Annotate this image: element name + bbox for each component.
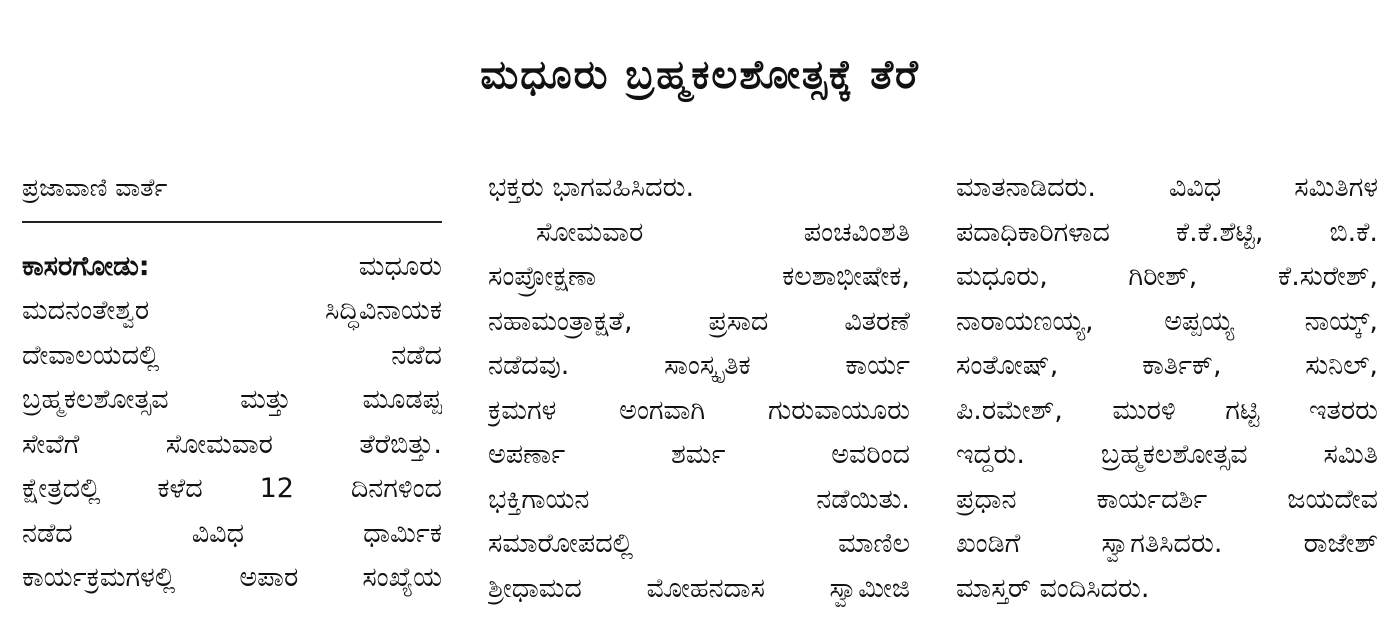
article-column-2: [488, 166, 910, 629]
article-line: ಪಿ.ರಮೇಶ್, ಮುರಳಿ ಗಟ್ಟಿ ಇತರರು: [956, 394, 1378, 426]
article-line: ಕ್ಷೇತ್ರದಲ್ಲಿ ಕಳೆದ 12 ದಿನಗಳಿಂದ: [22, 473, 442, 504]
article-line: ಬ್ರಹ್ಮಕಲಶೋತ್ಸವ ಮತ್ತು ಮೂಡಪ್ಪ: [22, 384, 442, 415]
article-line: ನಡೆದ ವಿವಿಧ ಧಾರ್ಮಿಕ: [22, 517, 442, 549]
article-line: ಸಮಾರೋಪದಲ್ಲಿ ಮಾಣಿಲ: [488, 528, 910, 559]
article-line: ನಾರಾಯಣಯ್ಯ, ಅಪ್ಪಯ್ಯ ನಾಯ್ಕ್,: [956, 305, 1378, 337]
article-line: ಇದ್ದರು. ಬ್ರಹ್ಮಕಲಶೋತ್ಸವ ಸಮಿತಿ: [956, 439, 1378, 470]
article-line: ಮಧೂರು, ಗಿರೀಶ್, ಕೆ.ಸುರೇಶ್,: [956, 261, 1378, 292]
article-line: ಪದಾಧಿಕಾರಿಗಳಾದ ಕೆ.ಕೆ.ಶೆಟ್ಟಿ, ಬಿ.ಕೆ.: [956, 216, 1378, 248]
article-line: ಕಾರ್ಯಕ್ರಮಗಳಲ್ಲಿ ಅಪಾರ ಸಂಖ್ಯೆಯ: [22, 562, 442, 593]
dateline-line: [22, 245, 442, 290]
article-line: ಅಪರ್ಣಾ ಶರ್ಮ ಅವರಿಂದ: [488, 439, 910, 470]
article-line: ಪ್ರಧಾನ ಕಾರ್ಯದರ್ಶಿ ಜಯದೇವ: [956, 483, 1378, 515]
article-line: ಸಂತೋಷ್, ಕಾರ್ತಿಕ್, ಸುನಿಲ್,: [956, 350, 1378, 381]
article-line: ಮಾಸ್ತರ್ ವಂದಿಸಿದರು.: [956, 572, 1150, 604]
article-line: ಮಧೂರು: [358, 250, 442, 282]
article-line: ಭಕ್ತರು ಭಾಗವಹಿಸಿದರು.: [488, 172, 695, 203]
article-line: ಮದನಂತೇಶ್ವರ ಸಿದ್ಧಿವಿನಾಯಕ: [22, 295, 442, 326]
byline-divider: [22, 221, 442, 223]
article-line: ಮಾತನಾಡಿದರು. ವಿವಿಧ ಸಮಿತಿಗಳ: [956, 172, 1378, 203]
article-column-1: [22, 166, 442, 629]
article-column-3: [956, 166, 1378, 629]
article-line: ಶ್ರೀಧಾಮದ ಮೋಹನದಾಸ ಸ್ವಾಮೀಜಿ: [488, 572, 910, 604]
byline: ಪ್ರಜಾವಾಣಿ ವಾರ್ತೆ: [22, 173, 168, 202]
article-line: ಕ್ರಮಗಳ ಅಂಗವಾಗಿ ಗುರುವಾಯೂರು: [488, 394, 910, 426]
article-line: ಸಂಪ್ರೋಕ್ಷಣಾ ಕಲಶಾಭೀಷೇಕ,: [488, 261, 910, 292]
article-line: ಖಂಡಿಗೆ ಸ್ವಾಗತಿಸಿದರು. ರಾಜೇಶ್: [956, 528, 1378, 559]
article-line: ನಡೆದವು. ಸಾಂಸ್ಕೃತಿಕ ಕಾರ್ಯ: [488, 350, 910, 381]
article-line: ಸೋಮವಾರ ಪಂಚವಿಂಶತಿ: [536, 216, 910, 248]
article-line: ಸೇವೆಗೆ ಸೋಮವಾರ ತೆರೆಬಿತ್ತು.: [22, 428, 442, 460]
headline: ಮಧೂರು ಬ್ರಹ್ಮಕಲಶೋತ್ಸಕ್ಕೆ ತೆರೆ: [480, 52, 920, 98]
article-line: ದೇವಾಲಯದಲ್ಲಿ ನಡೆದ: [22, 339, 442, 371]
article-line: ನಹಾಮಂತ್ರಾಕ್ಷತೆ, ಪ್ರಸಾದ ವಿತರಣೆ: [488, 305, 910, 337]
dateline: ಕಾಸರಗೋಡು:: [22, 250, 150, 282]
article-line: ಭಕ್ತಿಗಾಯನ ನಡೆಯಿತು.: [488, 483, 910, 515]
